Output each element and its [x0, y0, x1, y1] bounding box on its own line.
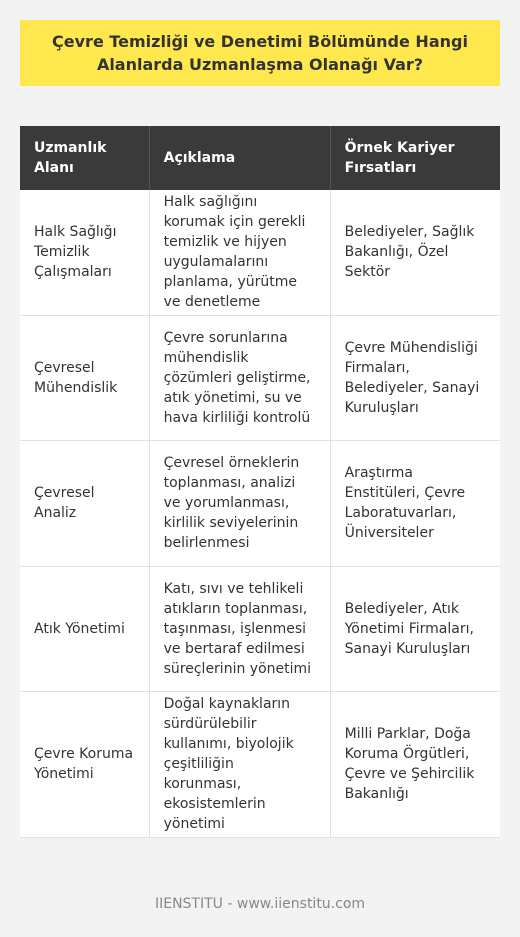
- column-header-specialization: Uzmanlık Alanı: [20, 126, 149, 190]
- cell-careers: Araştırma Enstitüleri, Çevre Laboratuvarları, Üniversiteler: [330, 440, 500, 566]
- cell-careers: Milli Parklar, Doğa Koruma Örgütleri, Çevre ve Şehircilik Bakanlığı: [330, 691, 500, 837]
- cell-description: Çevre sorunlarına mühendislik çözümleri geliştirme, atık yönetimi, su ve hava kirliliği kontrolü: [149, 315, 330, 440]
- table-row: [20, 190, 500, 315]
- cell-specialization: Halk Sağlığı Temizlik Çalışmaları: [20, 190, 149, 315]
- cell-description: Katı, sıvı ve tehlikeli atıkların toplanması, taşınması, işlenmesi ve bertaraf edilmesi süreçlerinin yönetimi: [149, 566, 330, 691]
- cell-specialization: Çevresel Mühendislik: [20, 315, 149, 440]
- table-header-row: [20, 126, 500, 190]
- cell-description: Halk sağlığını korumak için gerekli temizlik ve hijyen uygulamalarını planlama, yürütme ve denetleme: [149, 190, 330, 315]
- page-title: Çevre Temizliği ve Denetimi Bölümünde Hangi Alanlarda Uzmanlaşma Olanağı Var?: [52, 32, 468, 74]
- cell-specialization: Çevre Koruma Yönetimi: [20, 691, 149, 837]
- cell-careers: Çevre Mühendisliği Firmaları, Belediyeler, Sanayi Kuruluşları: [330, 315, 500, 440]
- footer-credit: IIENSTITU - www.iienstitu.com: [154, 896, 366, 912]
- table-row: [20, 315, 500, 440]
- column-header-careers: Örnek Kariyer Fırsatları: [330, 126, 500, 190]
- cell-specialization: Atık Yönetimi: [20, 566, 149, 691]
- cell-careers: Belediyeler, Sağlık Bakanlığı, Özel Sektör: [330, 190, 500, 315]
- table-row: [20, 566, 500, 691]
- cell-description: Doğal kaynakların sürdürülebilir kullanımı, biyolojik çeşitliliğin korunması, ekosistemlerin yönetimi: [149, 691, 330, 837]
- column-header-description: Açıklama: [149, 126, 330, 190]
- cell-careers: Belediyeler, Atık Yönetimi Firmaları, Sanayi Kuruluşları: [330, 566, 500, 691]
- specialization-table: [20, 126, 500, 838]
- title-banner: [20, 20, 500, 86]
- cell-description: Çevresel örneklerin toplanması, analizi ve yorumlanması, kirlilik seviyelerinin belirlenmesi: [149, 440, 330, 566]
- table-row: [20, 440, 500, 566]
- cell-specialization: Çevresel Analiz: [20, 440, 149, 566]
- table-row: [20, 691, 500, 837]
